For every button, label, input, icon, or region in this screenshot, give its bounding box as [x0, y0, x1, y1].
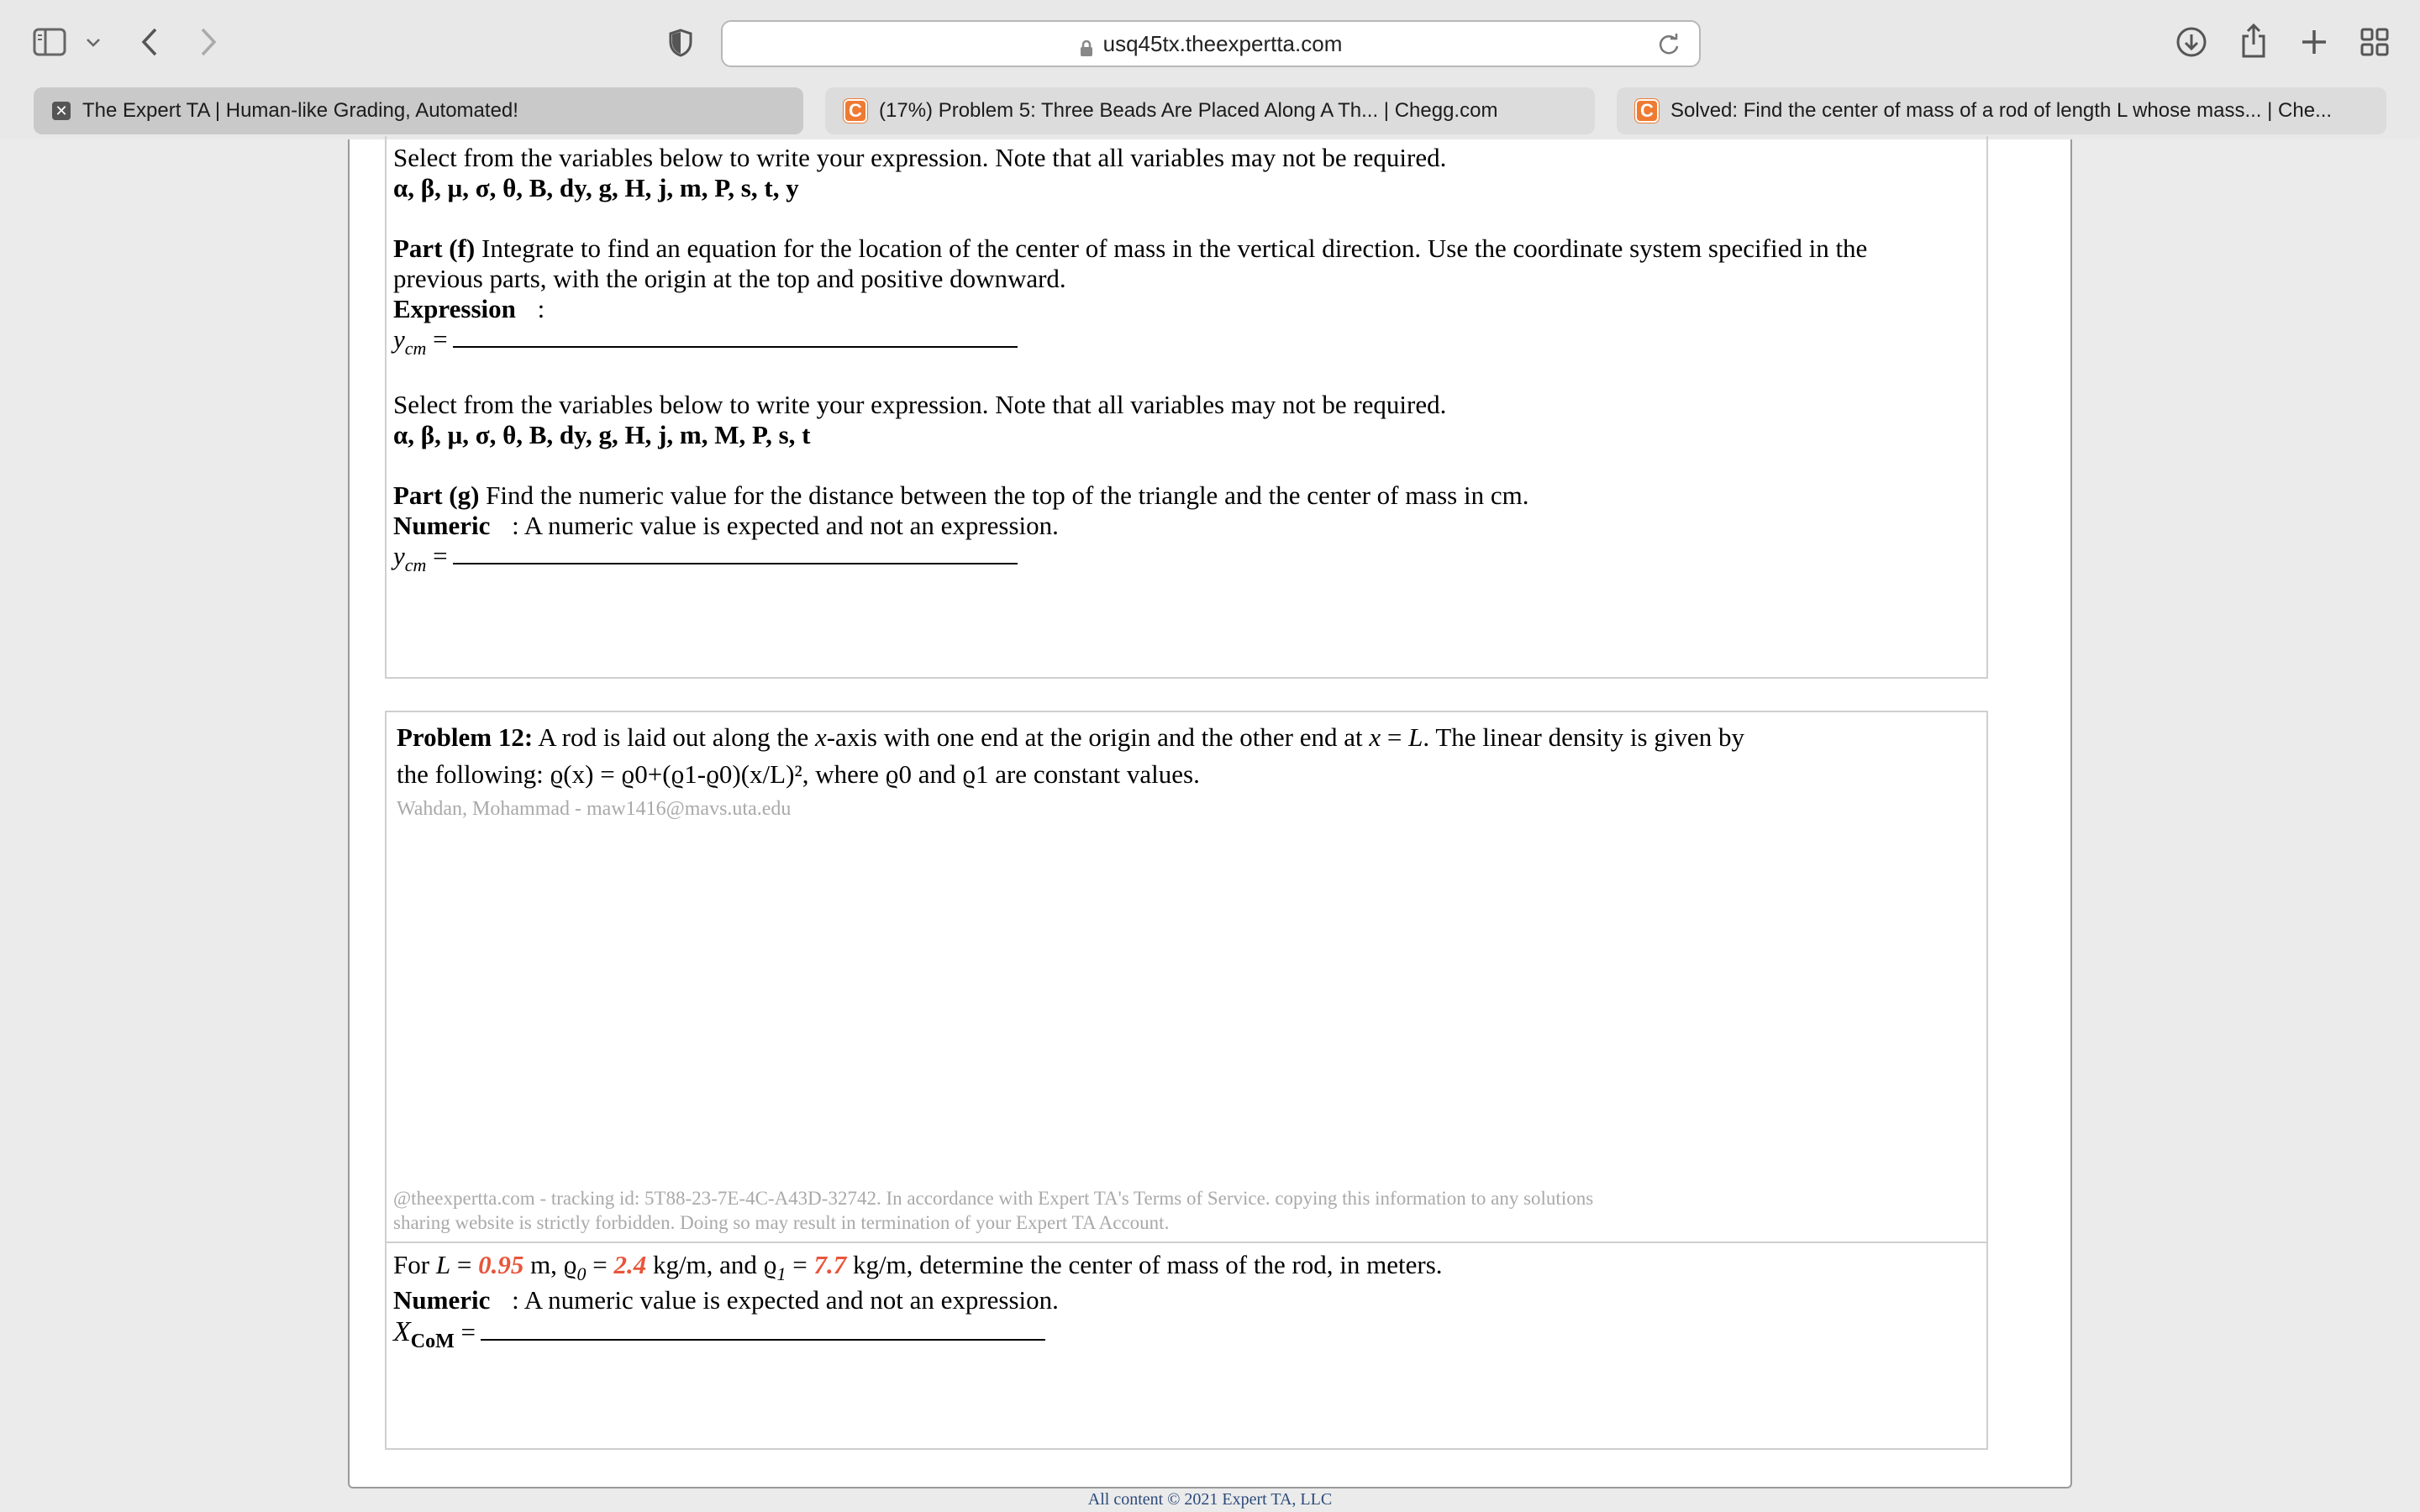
ycm-subscript: cm: [404, 338, 427, 359]
answer-blank[interactable]: [453, 331, 1018, 348]
expression-colon: :: [537, 294, 545, 323]
problem-12-box: [385, 711, 1988, 1450]
numeric-hint: : A numeric value is expected and not an expression.: [512, 1285, 1059, 1315]
address-bar[interactable]: [721, 20, 1701, 67]
problem-12-statement-line1: [397, 722, 1744, 753]
tab-chegg-problem5[interactable]: [825, 87, 1595, 134]
chegg-icon: C: [1635, 99, 1659, 123]
L-value: 0.95: [478, 1250, 524, 1279]
statement-text: -axis with one end at the origin and the other end at: [826, 722, 1370, 752]
rho0-subscript: 0: [576, 1263, 587, 1284]
shield-icon[interactable]: [667, 27, 694, 59]
answer-blank[interactable]: [481, 1324, 1045, 1341]
given-var: L: [435, 1250, 451, 1279]
tab-title: Solved: Find the center of mass of a rod of length L whose mass... | Che...: [1670, 99, 2333, 122]
numeric-row: [393, 1285, 1059, 1315]
rho0-value: 2.4: [613, 1250, 647, 1279]
numeric-hint: : A numeric value is expected and not an expression.: [512, 511, 1059, 540]
student-id: Wahdan, Mohammad - maw1416@mavs.uta.edu: [397, 798, 792, 820]
tracking-notice-line1: @theexpertta.com - tracking id: 5T88-23-7E-4C-A43D-32742. In accordance with Expert TA's Terms of Service. copying this information to any solutions: [393, 1188, 1594, 1209]
xcom-symbol: X: [393, 1316, 411, 1347]
browser-toolbar: [0, 0, 2420, 84]
variables-list: α, β, μ, σ, θ, B, dy, g, H, j, m, M, P, s, t: [393, 420, 811, 449]
statement-text: . The linear density is given by: [1423, 722, 1744, 752]
divider: [387, 1242, 1986, 1243]
copyright-footer: All content © 2021 Expert TA, LLC: [1087, 1490, 1333, 1509]
new-tab-icon[interactable]: [2297, 25, 2331, 59]
given-text: =: [450, 1250, 479, 1279]
sidebar-toggle-icon[interactable]: [30, 25, 69, 59]
expression-label-row: [393, 294, 544, 324]
numeric-label: Numeric: [393, 1285, 491, 1315]
part-label: Part (g): [393, 480, 480, 510]
problem-11-box: [385, 136, 1988, 679]
problem-12-statement-line2: the following: ϱ(x) = ϱ0+(ϱ1-ϱ0)(x/L)², where ϱ0 and ϱ1 are constant values.: [397, 759, 1200, 789]
xcom-subscript: CoM: [410, 1331, 455, 1352]
tab-bar: [0, 84, 2420, 139]
ycm-symbol: y: [393, 541, 405, 570]
problem-label: Problem 12:: [397, 722, 534, 752]
variables-list: α, β, μ, σ, θ, B, dy, g, H, j, m, P, s, t, y: [393, 173, 799, 202]
ycm-subscript: cm: [404, 554, 427, 575]
tab-title: The Expert TA | Human-like Grading, Automated!: [82, 99, 518, 122]
tab-expertta[interactable]: [34, 87, 803, 134]
tracking-notice-line2: sharing website is strictly forbidden. Doing so may result in termination of your Expert TA Account.: [393, 1212, 1170, 1233]
statement-text: =: [1381, 722, 1409, 752]
expression-label: Expression: [393, 294, 516, 323]
assignment-page: [348, 139, 2072, 1488]
given-text: =: [786, 1250, 814, 1279]
rho1-value: 7.7: [813, 1250, 847, 1279]
part-label: Part (f): [393, 234, 476, 263]
part-f-line1: [393, 234, 1867, 264]
numeric-row: [393, 511, 1059, 541]
given-text: m, ϱ: [523, 1250, 577, 1279]
tab-chegg-solved[interactable]: [1617, 87, 2386, 134]
back-button[interactable]: [134, 24, 165, 60]
statement-var: x: [814, 722, 827, 752]
part-g-line: [393, 480, 1528, 511]
part-f-text: Integrate to find an equation for the location of the center of mass in the vertical direction. Use the coordinate system specified in the: [475, 234, 1868, 263]
forward-button[interactable]: [193, 24, 224, 60]
given-values-row: [393, 1250, 1443, 1283]
tab-title: (17%) Problem 5: Three Beads Are Placed Along A Th... | Chegg.com: [879, 99, 1498, 122]
part-f-line2: previous parts, with the origin at the top and positive downward.: [393, 264, 1066, 293]
equals-sign: =: [426, 541, 448, 570]
given-text: For: [393, 1250, 436, 1279]
answer-blank[interactable]: [453, 548, 1018, 564]
lock-icon: [1080, 37, 1093, 54]
reload-icon[interactable]: [1657, 33, 1681, 62]
equals-sign: =: [454, 1317, 476, 1347]
chegg-icon: C: [844, 99, 867, 123]
statement-var: x: [1369, 722, 1381, 752]
given-text: kg/m, determine the center of mass of the rod, in meters.: [846, 1250, 1443, 1279]
close-icon[interactable]: ✕: [52, 102, 71, 120]
numeric-label: Numeric: [393, 511, 491, 540]
part-g-text: Find the numeric value for the distance between the top of the triangle and the center of mass in cm.: [479, 480, 1529, 510]
variables-prompt: Select from the variables below to write your expression. Note that all variables may not be required.: [393, 143, 1447, 172]
given-text: =: [586, 1250, 614, 1279]
variables-prompt: Select from the variables below to write your expression. Note that all variables may not be required.: [393, 390, 1447, 419]
chevron-down-icon[interactable]: [82, 32, 104, 54]
rho1-subscript: 1: [776, 1263, 786, 1284]
share-icon[interactable]: [2237, 22, 2270, 59]
ycm-answer-row-f: [393, 324, 1018, 357]
statement-text: A rod is laid out along the: [533, 722, 815, 752]
given-text: kg/m, and ϱ: [646, 1250, 777, 1279]
statement-var: L: [1408, 722, 1423, 752]
url-text: usq45tx.theexpertta.com: [1102, 30, 1343, 56]
equals-sign: =: [426, 324, 448, 354]
download-icon[interactable]: [2175, 25, 2208, 59]
xcom-answer-row: [393, 1317, 1045, 1350]
ycm-symbol: y: [393, 324, 405, 354]
tab-overview-icon[interactable]: [2358, 25, 2391, 59]
ycm-answer-row-g: [393, 541, 1018, 574]
